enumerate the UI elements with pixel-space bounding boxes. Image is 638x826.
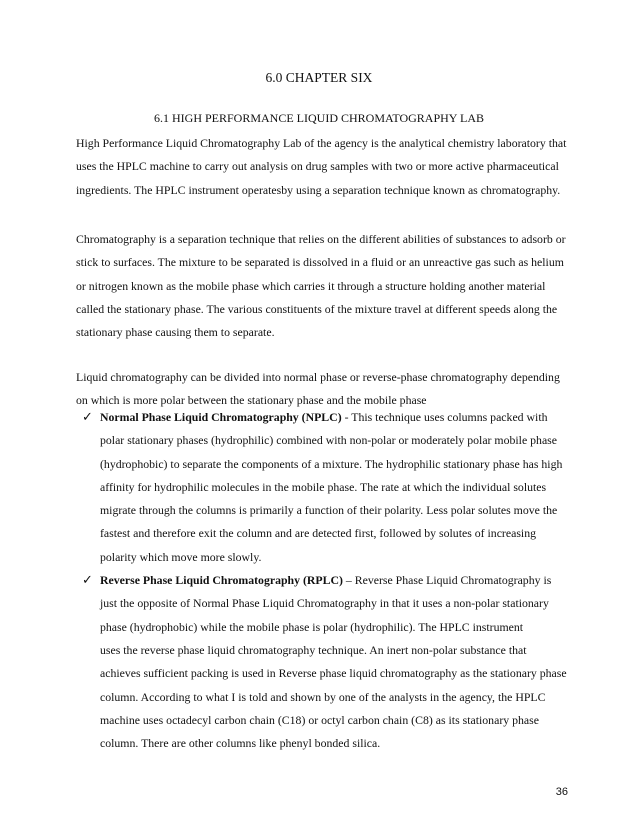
- bullet-item-rplc: [76, 569, 568, 755]
- bullet-text-continued: uses the reverse phase liquid chromatography technique. An inert non-polar substance that achieves sufficient packing is used in Reverse phase liquid chromatography as the stationary phase column. According to what I is told and shown by one of the analysts in the agency, the HPLC machine uses octadecyl carbon chain (C18) or octyl carbon chain (C8) as its stationary phase column. There are other columns like phenyl bonded silica.: [100, 642, 567, 751]
- section-title: 6.1 HIGH PERFORMANCE LIQUID CHROMATOGRAPHY LAB: [153, 111, 485, 125]
- bullet-list: [76, 406, 568, 755]
- paragraph-liquid-chromatography: Liquid chromatography can be divided into normal phase or reverse-phase chromatography depending on which is more polar between the stationary phase and the mobile phase: [76, 370, 560, 408]
- checkmark-icon: ✓: [82, 410, 93, 425]
- bullet-title: Reverse Phase Liquid Chromatography (RPLC): [100, 573, 343, 588]
- bullet-title: Normal Phase Liquid Chromatography (NPLC): [100, 410, 342, 424]
- bullet-item-nplc: [76, 406, 568, 569]
- paragraph-hplc-lab: High Performance Liquid Chromatography Lab of the agency is the analytical chemistry laboratory that uses the HPLC machine to carry out analysis on drug samples with two or more active pharmaceutical ingredients. The HPLC instrument operatesby using a separation technique known as chromatography.: [76, 136, 567, 197]
- chapter-title: 6.0 CHAPTER SIX: [265, 70, 373, 85]
- page-number: 36: [555, 786, 568, 798]
- bullet-text: – Reverse Phase Liquid Chromatography is just the opposite of Normal Phase Liquid Chromatography in that it uses a non-polar stationary phase (hydrophobic) while the mobile phase is polar (hydrophilic). The HPLC instrument: [100, 573, 552, 634]
- paragraph-chromatography: Chromatography is a separation technique that relies on the different abilities of substances to adsorb or stick to surfaces. The mixture to be separated is dissolved in a fluid or an unreactive gas such as helium or nitrogen known as the mobile phase which carries it through a structure holding another material called the stationary phase. The various constituents of the mixture travel at different speeds along the stationary phase causing them to separate.: [76, 232, 566, 340]
- checkmark-icon: ✓: [82, 573, 93, 589]
- bullet-text: - This technique uses columns packed with polar stationary phases (hydrophilic) combined with non-polar or moderately polar mobile phase (hydrophobic) to separate the components of a mixture. The hydrophilic stationary phase has high affinity for hydrophilic molecules in the mobile phase. The rate at which the individual solutes migrate through the columns is primarily a function of their polarity. Less polar solutes move the fastest and therefore exit the column and are detected first, followed by solutes of increasing polarity which move more slowly.: [100, 410, 563, 564]
